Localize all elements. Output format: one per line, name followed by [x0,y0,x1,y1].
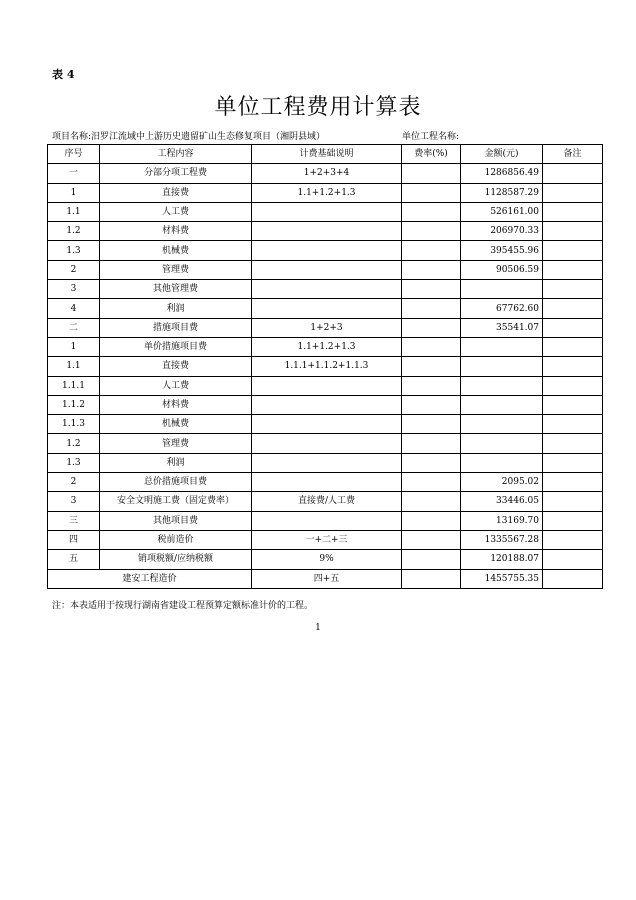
cell-basis [252,299,402,318]
cell-note [543,453,603,472]
cell-note [543,222,603,241]
cell-content: 人工费 [100,202,252,221]
cell-note [543,492,603,511]
table-row [48,183,603,202]
cell-content: 机械费 [100,415,252,434]
table-row [48,492,603,511]
cell-rate [402,299,461,318]
cell-note [543,183,603,202]
cell-rate [402,202,461,221]
table-row [48,434,603,453]
cell-basis [252,280,402,299]
cell-basis [252,202,402,221]
cell-rate [402,318,461,337]
header-amount: 金额(元) [461,145,543,164]
cell-rate [402,473,461,492]
cell-rate [402,222,461,241]
cell-no: 3 [48,492,100,511]
cell-rate [402,395,461,414]
cell-no: 1.3 [48,453,100,472]
cell-note [543,260,603,279]
cell-note [543,550,603,569]
cell-content: 直接费 [100,183,252,202]
cell-rate [402,241,461,260]
cell-note [543,473,603,492]
cell-note [543,511,603,530]
cell-note [543,299,603,318]
cell-no: 2 [48,260,100,279]
cell-amount: 67762.60 [461,299,543,318]
cell-rate [402,530,461,549]
cell-no: 3 [48,280,100,299]
header-no: 序号 [48,145,100,164]
cell-basis: 1+2+3+4 [252,164,402,183]
table-row [48,318,603,337]
cell-rate [402,492,461,511]
cell-no: 一 [48,164,100,183]
cell-rate [402,357,461,376]
header-basis: 计费基础说明 [252,145,402,164]
cell-rate [402,280,461,299]
page-title: 单位工程费用计算表 [214,95,422,120]
table-label: 表 4 [52,68,75,81]
cell-no: 2 [48,473,100,492]
cell-note [543,337,603,356]
cell-rate [402,434,461,453]
cell-amount: 1128587.29 [461,183,543,202]
cell-basis: 直接费/人工费 [252,492,402,511]
table-row [48,395,603,414]
cell-amount [461,395,543,414]
table-row [48,530,603,549]
cell-no: 1.1.3 [48,415,100,434]
cell-basis: 一+二+三 [252,530,402,549]
cell-no: 4 [48,299,100,318]
cell-rate [402,453,461,472]
cell-amount: 1335567.28 [461,530,543,549]
table-row [48,511,603,530]
cell-amount: 2095.02 [461,473,543,492]
cell-rate [402,415,461,434]
total-row [48,569,603,588]
cell-note [543,164,603,183]
cell-amount: 1286856.49 [461,164,543,183]
cell-content: 安全文明施工费（固定费率） [100,492,252,511]
table-row [48,357,603,376]
cell-no: 1.1.1 [48,376,100,395]
cell-note [543,202,603,221]
cell-no: 1.1 [48,357,100,376]
cell-note [543,357,603,376]
cell-basis [252,473,402,492]
cell-content: 措施项目费 [100,318,252,337]
cell-basis [252,434,402,453]
total-basis: 四+五 [252,569,402,588]
table-row [48,241,603,260]
project-name: 项目名称:汨罗江流域中上游历史遗留矿山生态修复项目（湘阴县域） [52,132,326,142]
cell-rate [402,337,461,356]
total-note [543,569,603,588]
cell-content: 利润 [100,453,252,472]
cell-amount [461,357,543,376]
table-row [48,202,603,221]
cell-no: 1 [48,183,100,202]
table-row [48,453,603,472]
table-row [48,337,603,356]
table-row [48,473,603,492]
table-row [48,550,603,569]
cell-amount [461,415,543,434]
cell-basis [252,395,402,414]
footnote: 注：本表适用于按现行湖南省建设工程预算定额标准计价的工程。 [52,601,314,611]
cell-amount [461,280,543,299]
cell-amount [461,376,543,395]
cell-no: 1.1.2 [48,395,100,414]
cell-basis [252,376,402,395]
cell-content: 单价措施项目费 [100,337,252,356]
cell-basis [252,241,402,260]
cell-rate [402,550,461,569]
cell-no: 三 [48,511,100,530]
cell-note [543,241,603,260]
cell-amount [461,337,543,356]
cell-note [543,415,603,434]
cell-amount: 526161.00 [461,202,543,221]
cell-note [543,376,603,395]
cell-content: 人工费 [100,376,252,395]
total-rate [402,569,461,588]
cell-basis [252,260,402,279]
table-row [48,280,603,299]
cell-basis: 1.1+1.2+1.3 [252,337,402,356]
cell-content: 材料费 [100,222,252,241]
cost-table [47,144,603,589]
header-content: 工程内容 [100,145,252,164]
cell-no: 五 [48,550,100,569]
header-note: 备注 [543,145,603,164]
cell-content: 直接费 [100,357,252,376]
cell-content: 管理费 [100,260,252,279]
cell-basis: 1+2+3 [252,318,402,337]
table-row [48,415,603,434]
cell-note [543,318,603,337]
cell-basis: 9% [252,550,402,569]
cell-rate [402,183,461,202]
cell-rate [402,260,461,279]
cell-content: 利润 [100,299,252,318]
table-row [48,299,603,318]
cell-no: 1 [48,337,100,356]
cell-content: 材料费 [100,395,252,414]
cell-rate [402,511,461,530]
cell-content: 机械费 [100,241,252,260]
cell-content: 税前造价 [100,530,252,549]
cell-no: 四 [48,530,100,549]
cell-amount: 120188.07 [461,550,543,569]
cell-no: 二 [48,318,100,337]
cell-content: 其他项目费 [100,511,252,530]
cell-amount: 206970.33 [461,222,543,241]
cell-basis: 1.1+1.2+1.3 [252,183,402,202]
cell-content: 其他管理费 [100,280,252,299]
cell-amount [461,453,543,472]
cell-amount: 33446.05 [461,492,543,511]
cell-content: 分部分项工程费 [100,164,252,183]
cell-amount: 90506.59 [461,260,543,279]
cell-no: 1.2 [48,222,100,241]
cell-note [543,434,603,453]
cell-amount: 35541.07 [461,318,543,337]
table-header-row [48,145,603,164]
total-amount: 1455755.35 [461,569,543,588]
cell-basis [252,415,402,434]
cell-basis: 1.1.1+1.1.2+1.1.3 [252,357,402,376]
total-label: 建安工程造价 [48,569,252,588]
cell-content: 管理费 [100,434,252,453]
cell-rate [402,164,461,183]
table-row [48,164,603,183]
cell-note [543,280,603,299]
table-row [48,376,603,395]
cell-note [543,395,603,414]
header-rate: 费率(%) [402,145,461,164]
cell-no: 1.2 [48,434,100,453]
cell-basis [252,511,402,530]
table-row [48,222,603,241]
cell-content: 总价措施项目费 [100,473,252,492]
cell-amount: 395455.96 [461,241,543,260]
unit-name: 单位工程名称: [402,132,460,142]
cell-basis [252,453,402,472]
cell-no: 1.1 [48,202,100,221]
cell-note [543,530,603,549]
cell-amount: 13169.70 [461,511,543,530]
cell-rate [402,376,461,395]
cell-no: 1.3 [48,241,100,260]
cell-amount [461,434,543,453]
page-number: 1 [315,623,321,633]
cell-basis [252,222,402,241]
cell-content: 销项税额/应纳税额 [100,550,252,569]
table-row [48,260,603,279]
